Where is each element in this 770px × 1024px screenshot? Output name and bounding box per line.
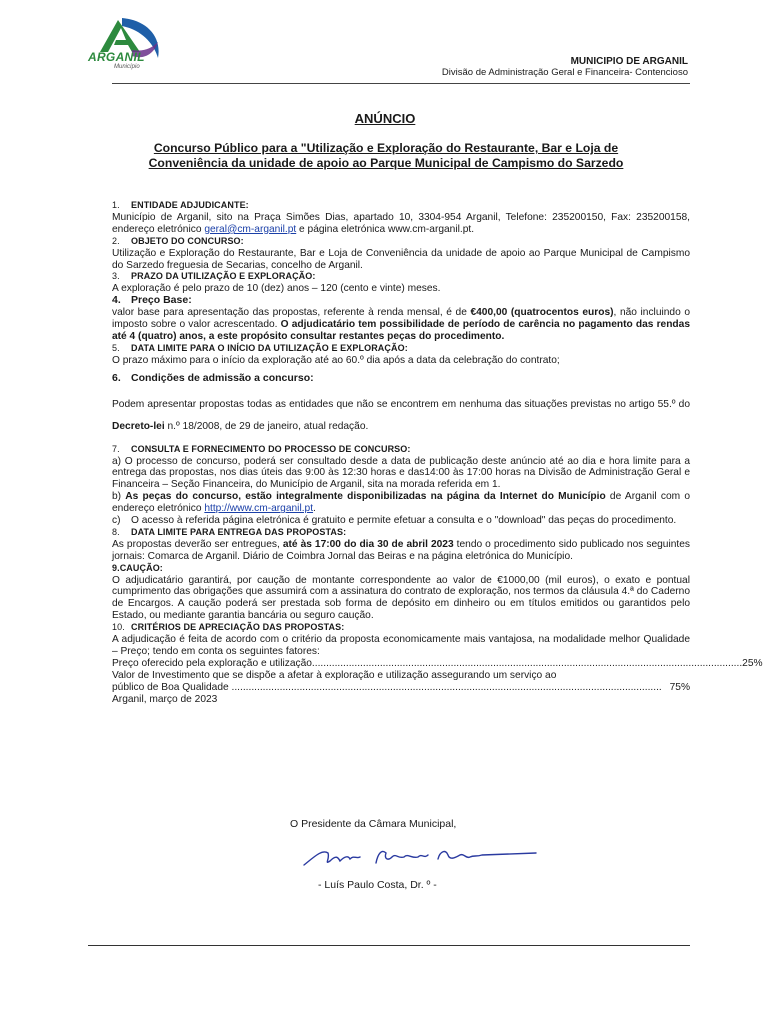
section-heading: 10. CRITÉRIOS DE APRECIAÇÃO DAS PROPOSTAS: [112,622,345,633]
section-text: Município de Arganil, sito na Praça Simões Dias, apartado 10, 3304-954 Arganil, Telefone: 235200150, Fax: 235200158, endereço eletrónico geral@cm-arganil.pt e página eletrónica www.cm-arganil.pt. [112,211,690,235]
section-heading: 3. PRAZO DA UTILIZAÇÃO E EXPLORAÇÃO: [112,271,316,282]
signature [300,835,540,875]
section-heading: 1. ENTIDADE ADJUDICANTE: [112,200,249,210]
logo-wordmark: ARGANIL [88,50,145,64]
page-title: ANÚNCIO [354,111,416,126]
email-link[interactable]: geral@cm-arganil.pt [204,223,297,235]
section-text: O adjudicatário garantirá, por caução de montante correspondente ao valor de €1000,00 (mil euros), o exato e pontual cumprimento das obrigações que assumirá com a assinatura do contrato de exploração, nos termos da cláusula 4.ª do Caderno de Encargos. A caução poderá ser prestada sob forma de depósito em dinheiro ou em títulos emitidos ou garantidos pelo Estado, ou mediante garantia bancária ou seguro caução. [112,574,690,622]
section-text: a) O processo de concurso, poderá ser consultado desde a data de publicação deste anúncio até ao dia e hora limite para a entrega das propostas, nos dias úteis das 9:00 às 12:30 horas e das14:00 às 17:00 horas na Divisão de Administração Geral e Financeira – Seção Financeira, do Município de Arganil, sita na morada referida em 1. [112,455,690,491]
president-title: O Presidente da Câmara Municipal, [290,818,457,830]
logo-subtitle: Município [114,64,140,70]
section-heading: 2. OBJETO DO CONCURSO: [112,235,244,246]
section-text: Utilização e Exploração do Restaurante, Bar e Loja de Conveniência da unidade de apoio ao Parque Municipal de Campismo do Sarzedo freguesia de Secarias, concelho de Arganil. [112,247,690,271]
section-heading: 7. CONSULTA E FORNECIMENTO DO PROCESSO DE CONCURSO: [112,443,411,454]
section-text: Podem apresentar propostas todas as entidades que não se encontrem em nenhuma das situações previstas no artigo 55.º do Decreto-lei n.º 18/2008, de 29 de janeiro, atual redação. [112,398,690,432]
header-divider [112,83,690,84]
section-text: As propostas deverão ser entregues, até às 17:00 do dia 30 de abril 2023 tendo o procedimento sido publicado nos seguintes jornais: Comarca de Arganil. Diário de Coimbra Jornal das Beiras e na página eletrónica do Município. [112,538,690,562]
section-text: A adjudicação é feita de acordo com o critério da proposta economicamente mais vantajosa, na modalidade melhor Qualidade – Preço; tendo em conta os seguintes fatores: [112,634,690,657]
section-text: valor base para apresentação das propostas, referente à renda mensal, é de €400,00 (quatrocentos euros), não incluindo o imposto sobre o valor acrescentado. O adjudicatário tem possibilidade de período de carência no pagamento das rendas até 4 (quatro) anos, a este propósito consultar restantes peças do procedimento. [112,307,690,342]
organization-name: MUNICIPIO DE ARGANIL [570,56,688,67]
website-link[interactable]: http://www.cm-arganil.pt [204,503,314,515]
section-heading: 9.CAUÇÃO: [112,562,163,573]
section-heading: 5. DATA LIMITE PARA O INÍCIO DA UTILIZAÇÃO E EXPLORAÇÃO: [112,342,408,353]
section-heading: 4. Preço Base: [112,294,192,307]
letterhead [442,56,688,78]
place-date: Arganil, março de 2023 [112,693,218,705]
document-subtitle: Concurso Público para a "Utilização e Exploração do Restaurante, Bar e Loja de Conveniência da unidade de apoio ao Parque Municipal de Campismo do Sarzedo [148,141,624,170]
criteria-factor: Valor de Investimento que se dispõe a afetar à exploração e utilização assegurando um serviço ao [112,669,557,681]
section-text: O prazo máximo para o início da exploração até ao 60.º dia após a data da celebração do contrato; [112,354,560,366]
footer-divider [88,945,690,946]
section-text: b) As peças do concurso, estão integralmente disponibilizadas na página da Internet do Município de Arganil com o endereço eletrónico http://www.cm-arganil.pt. [112,491,690,515]
criteria-factor: público de Boa Qualidade ........................................................................................................................................................ 75% [112,681,690,693]
section-text: c) O acesso à referida página eletrónica é gratuito e permite efetuar a consulta e o "download" das peças do procedimento. [112,515,677,527]
section-text: A exploração é pelo prazo de 10 (dez) anos – 120 (cento e vinte) meses. [112,283,441,295]
section-heading: 6. Condições de admissão a concurso: [112,371,314,384]
criteria-factor: Preço oferecido pela exploração e utilização ........................................................................................................................................................ 25% [112,657,763,669]
signer-name: - Luís Paulo Costa, Dr. º - [318,879,437,891]
announcement-body [112,200,763,706]
section-heading: 8. DATA LIMITE PARA ENTREGA DAS PROPOSTAS: [112,526,347,537]
division-name: Divisão de Administração Geral e Financeira- Contencioso [441,67,688,78]
